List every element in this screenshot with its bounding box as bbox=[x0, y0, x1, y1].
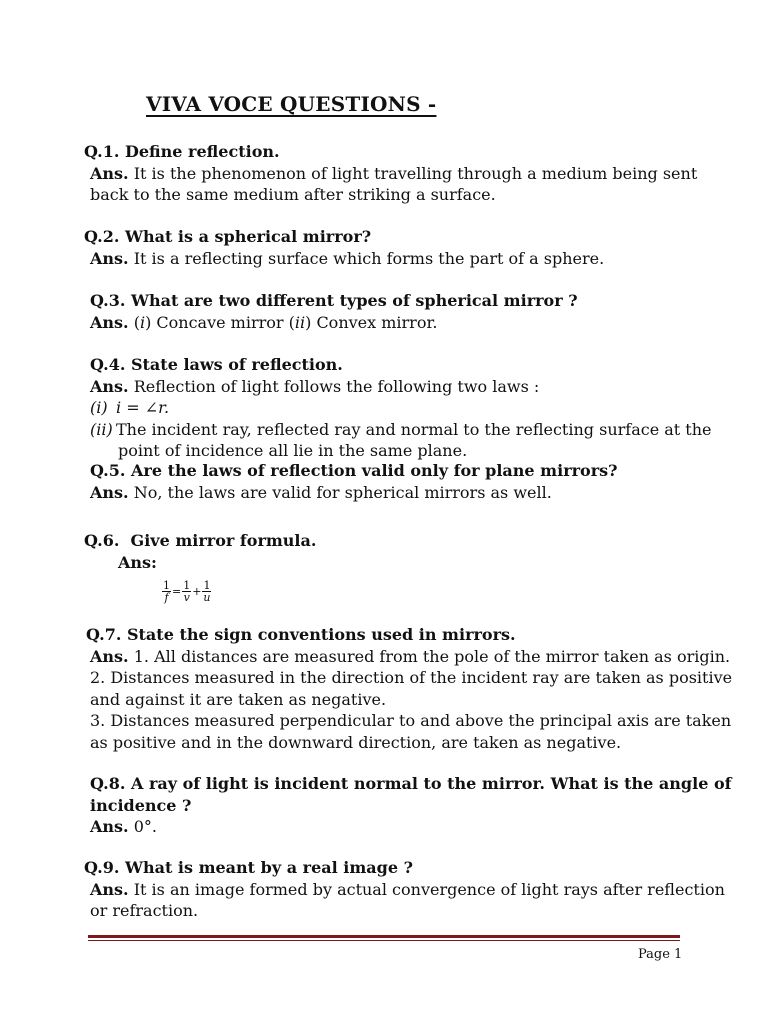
answer-8 bbox=[90, 816, 690, 838]
question-5: Q.5. Are the laws of reflection valid only for plane mirrors? bbox=[90, 461, 618, 480]
ans-label: Ans. bbox=[90, 646, 129, 666]
question-3-block bbox=[90, 290, 690, 333]
answer-1-line-2: back to the same medium after striking a surface. bbox=[90, 185, 496, 204]
question-9: Q.9. What is meant by a real image ? bbox=[84, 858, 413, 877]
item-number: ii bbox=[294, 312, 306, 332]
plus-sign: + bbox=[192, 584, 202, 598]
fraction-1-over-u bbox=[202, 580, 211, 603]
answer-9-line-2: or refraction. bbox=[90, 901, 199, 920]
ans-label: Ans. bbox=[90, 817, 129, 836]
mirror-formula bbox=[162, 580, 232, 608]
numerator: 1 bbox=[203, 580, 211, 592]
page-number: Page 1 bbox=[638, 947, 683, 962]
answer-7-line-1 bbox=[84, 646, 731, 668]
question-8-line-1: Q.8. A ray of light is incident normal to the mirror. What is the angle of bbox=[90, 774, 732, 793]
law-text: i = ∠r. bbox=[116, 398, 170, 417]
question-3: Q.3. What are two different types of spherical mirror ? bbox=[90, 291, 578, 310]
answer-text: No, the laws are valid for spherical mirrors as well. bbox=[133, 482, 552, 502]
ans-label: Ans. bbox=[90, 163, 129, 183]
answer-text: It is the phenomenon of light travelling through a medium being sent bbox=[133, 163, 698, 183]
answer-7-line-3: and against it are taken as negative. bbox=[90, 689, 387, 709]
footer-divider-thin bbox=[88, 940, 680, 941]
law-1 bbox=[84, 397, 684, 419]
page-title: VIVA VOCE QUESTIONS - bbox=[146, 92, 437, 116]
law-2-continuation: point of incidence all lie in the same plane. bbox=[118, 441, 468, 460]
answer-text: It is a reflecting surface which forms the part of a sphere. bbox=[133, 248, 605, 268]
answer-7-line-2: 2. Distances measured in the direction of the incident ray are taken as positive bbox=[90, 668, 733, 687]
fraction-1-over-v bbox=[182, 580, 191, 603]
denominator: u bbox=[203, 591, 211, 604]
answer-text: It is an image formed by actual convergence of light rays after reflection bbox=[133, 879, 725, 899]
denominator: v bbox=[183, 591, 190, 604]
law-number: (ii) bbox=[90, 419, 113, 439]
law-2 bbox=[84, 419, 712, 441]
question-8-line-2: incidence ? bbox=[90, 795, 192, 815]
question-7-block bbox=[84, 624, 733, 753]
question-4-block bbox=[84, 354, 712, 462]
footer-divider-thick bbox=[88, 935, 680, 938]
question-1: Q.1. Define reflection. bbox=[84, 142, 280, 161]
equals-sign: = bbox=[172, 584, 182, 598]
answer-1-line-1 bbox=[84, 163, 698, 185]
question-9-block bbox=[84, 857, 725, 922]
answer-text: 0°. bbox=[133, 817, 157, 836]
fraction-1-over-f bbox=[162, 580, 171, 603]
question-6-block bbox=[84, 530, 684, 573]
answer-7-line-4: 3. Distances measured perpendicular to and above the principal axis are taken bbox=[90, 711, 732, 730]
numerator: 1 bbox=[183, 580, 191, 592]
answer-text: Reflection of light follows the following two laws : bbox=[133, 376, 540, 396]
question-5-block bbox=[90, 460, 690, 503]
item-text: Convex mirror. bbox=[316, 312, 438, 332]
question-4: Q.4. State laws of reflection. bbox=[90, 355, 343, 374]
ans-label: Ans. bbox=[90, 879, 129, 899]
question-2: Q.2. What is a spherical mirror? bbox=[84, 227, 372, 246]
ans-label: Ans. bbox=[90, 312, 129, 332]
answer-text: 1. All distances are measured from the pole of the mirror taken as origin. bbox=[133, 646, 731, 666]
question-8-block bbox=[90, 773, 732, 838]
answer-6-label: Ans: bbox=[118, 552, 157, 572]
answer-5 bbox=[90, 482, 690, 504]
law-number: (i) bbox=[90, 398, 108, 417]
answer-7-line-5: as positive and in the downward direction, are taken as negative. bbox=[90, 732, 622, 752]
item-number: i bbox=[139, 312, 146, 332]
question-7: Q.7. State the sign conventions used in mirrors. bbox=[86, 625, 516, 644]
answer-3: Ans. (i) Concave mirror (ii) Convex mirror. bbox=[90, 312, 438, 332]
law-text: The incident ray, reflected ray and normal to the reflecting surface at the bbox=[116, 419, 712, 439]
denominator: f bbox=[164, 591, 169, 604]
numerator: 1 bbox=[163, 580, 170, 592]
question-1-block bbox=[84, 141, 698, 206]
ans-label: Ans. bbox=[90, 376, 129, 396]
answer-4-intro bbox=[84, 376, 684, 398]
ans-label: Ans. bbox=[90, 482, 129, 502]
question-2-block bbox=[84, 226, 684, 269]
question-6: Q.6. Give mirror formula. bbox=[84, 531, 317, 550]
ans-label: Ans. bbox=[90, 248, 129, 268]
item-text: Concave mirror bbox=[156, 312, 284, 332]
answer-9-line-1 bbox=[84, 879, 725, 901]
answer-2 bbox=[84, 248, 684, 270]
